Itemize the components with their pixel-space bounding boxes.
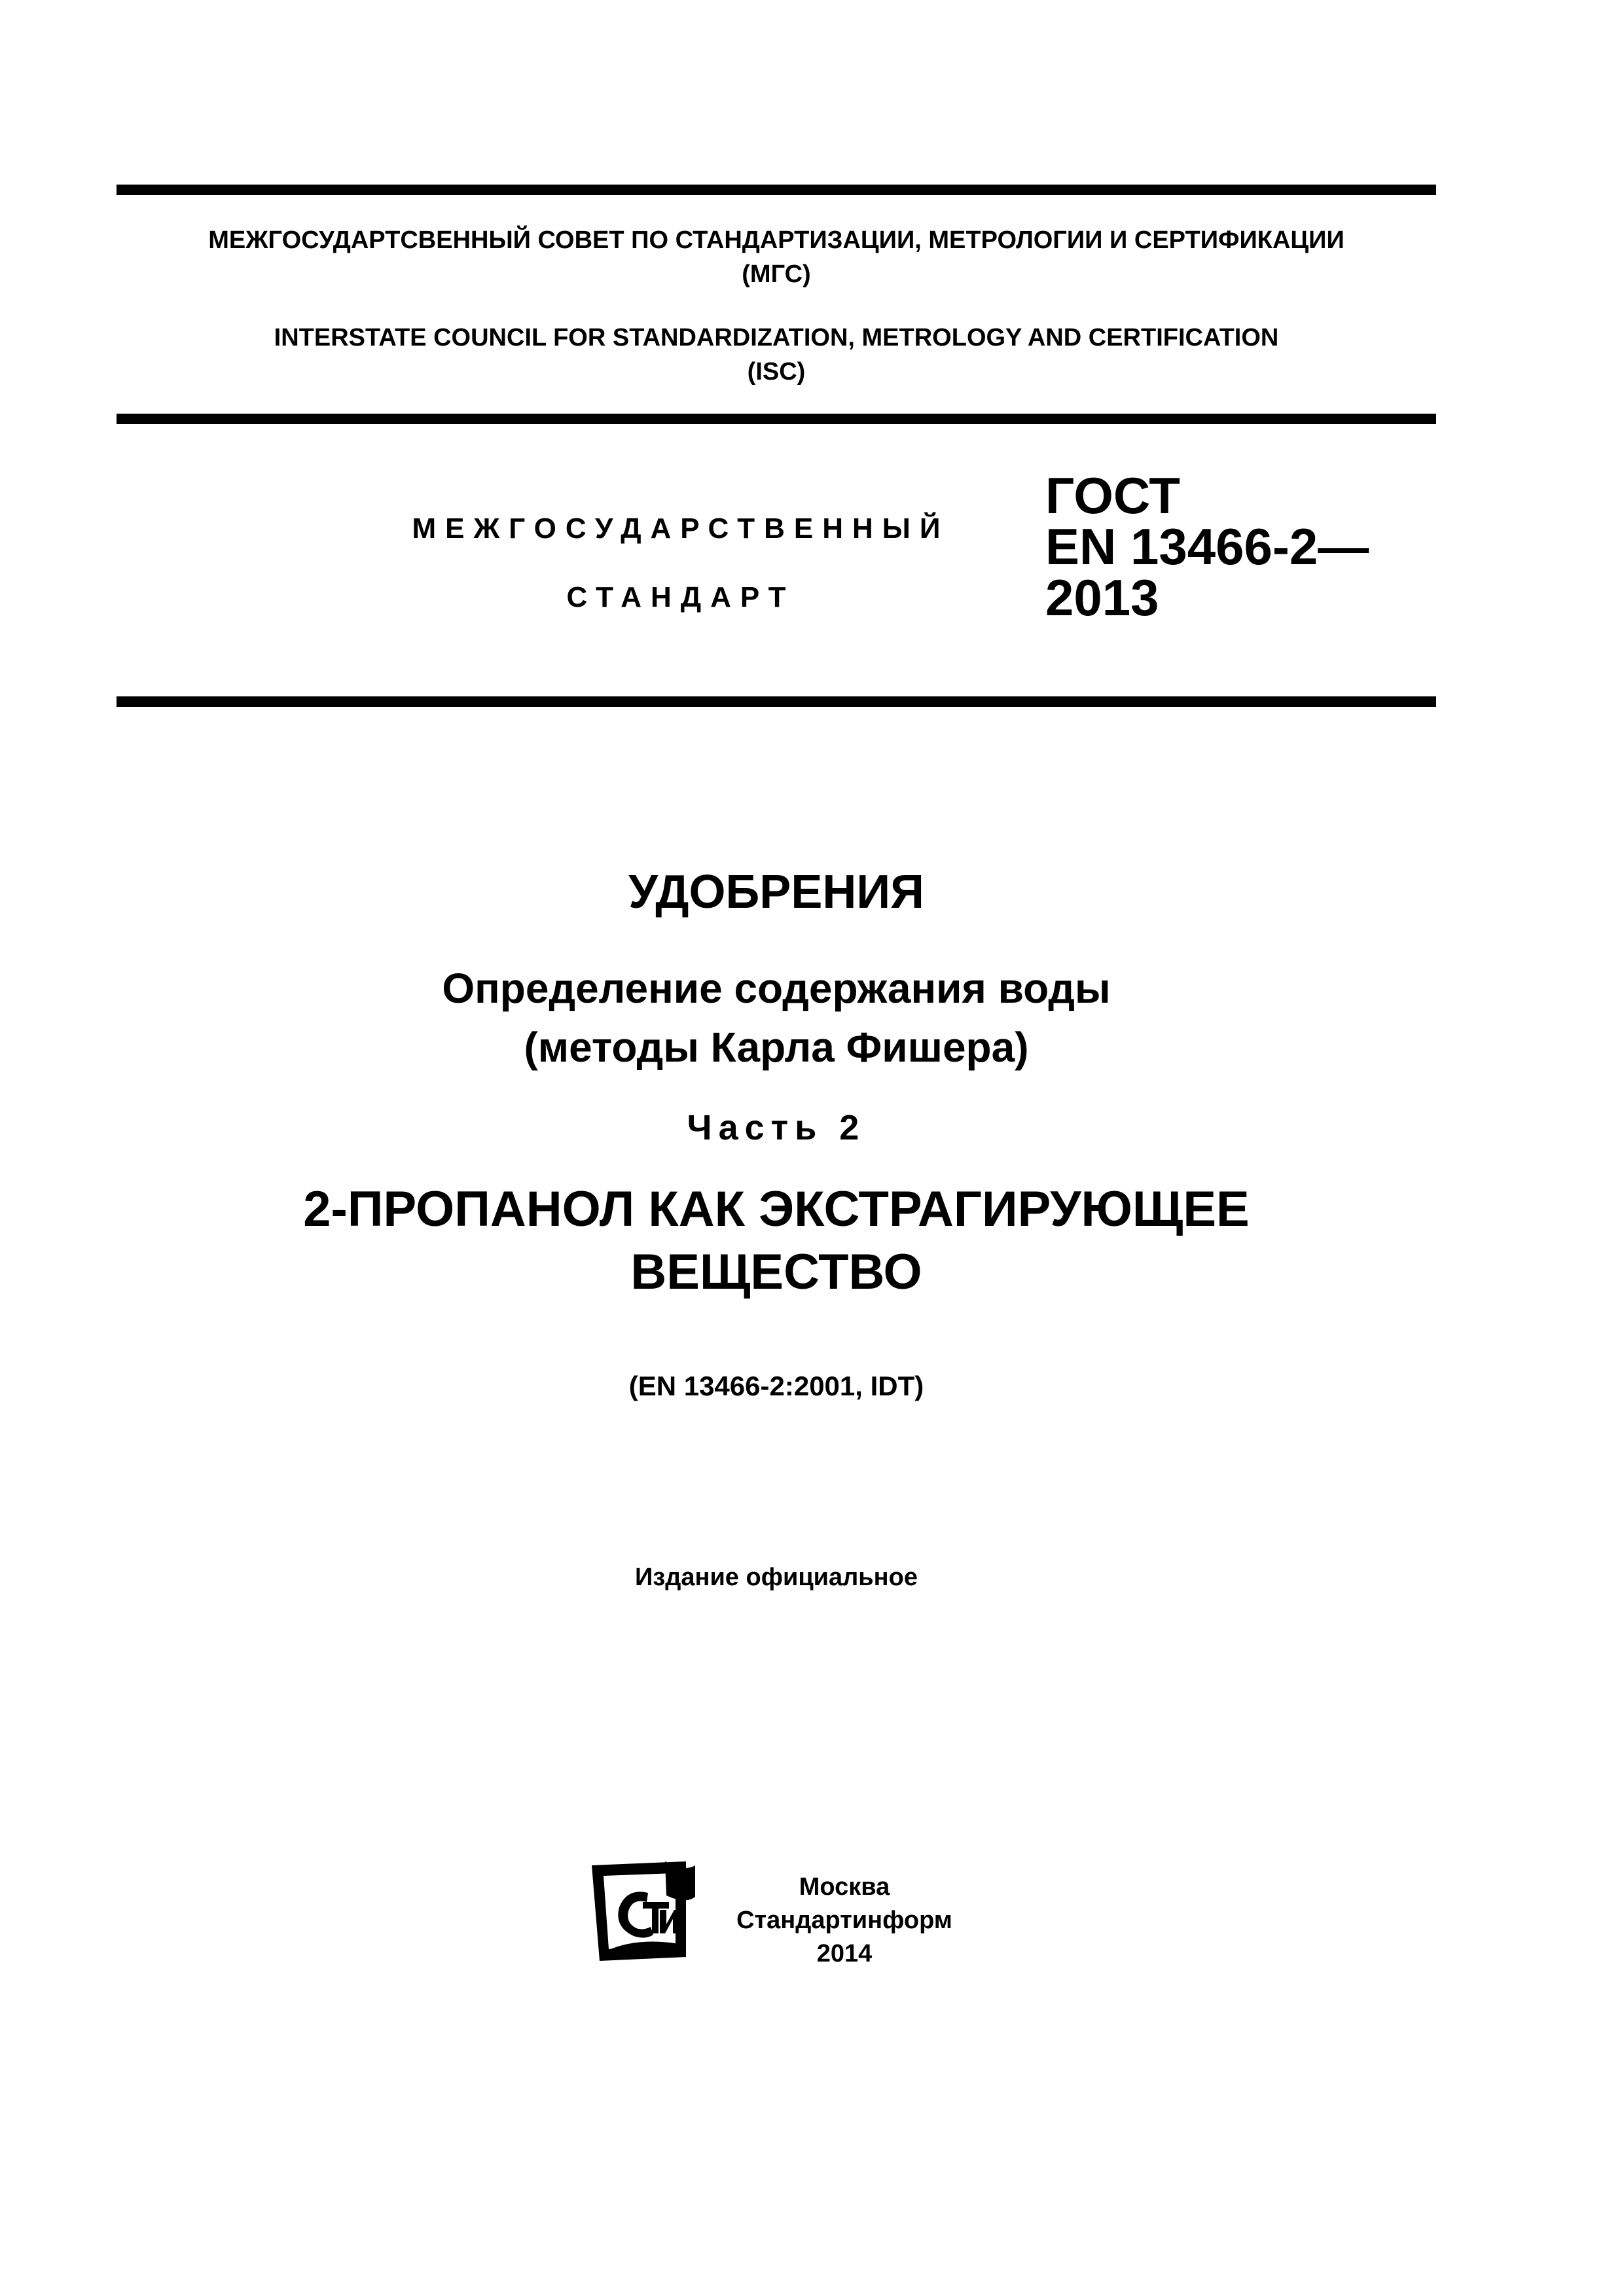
publisher-city: Москва <box>799 1873 890 1901</box>
document-title: УДОБРЕНИЯ <box>628 866 924 918</box>
subtitle-line2: (методы Карла Фишера) <box>524 1024 1029 1071</box>
part-title-line2: ВЕЩЕСТВО <box>630 1244 922 1300</box>
council-ru-abbr: (МГС) <box>742 260 811 288</box>
standartinform-logo-icon <box>588 1859 698 1965</box>
designation-line2: EN 13466-2— <box>1045 518 1369 575</box>
standard-type-line1: МЕЖГОСУДАРСТВЕННЫЙ <box>412 512 950 545</box>
council-en <box>117 321 1436 389</box>
subtitle-line1: Определение содержания воды <box>442 965 1111 1012</box>
reference-standard: (EN 13466-2:2001, IDT) <box>628 1371 924 1401</box>
edition-label: Издание официальное <box>635 1564 918 1591</box>
middle-rule <box>117 414 1436 424</box>
council-en-name: INTERSTATE COUNCIL FOR STANDARDIZATION, METROLOGY AND CERTIFICATION <box>274 324 1279 351</box>
publisher-year: 2014 <box>816 1940 873 1967</box>
designation-line3: 2013 <box>1045 569 1159 626</box>
standard-designation <box>1045 467 1369 626</box>
part-number: Часть 2 <box>687 1108 866 1147</box>
council-ru-name: МЕЖГОСУДАРТСВЕННЫЙ СОВЕТ ПО СТАНДАРТИЗАЦИИ, МЕТРОЛОГИИ И СЕРТИФИКАЦИИ <box>208 226 1344 254</box>
standard-type-line2: СТАНДАРТ <box>566 581 795 613</box>
part-title-line1: 2-ПРОПАНОЛ КАК ЭКСТРАГИРУЮЩЕЕ <box>303 1181 1250 1237</box>
publisher-block <box>700 1871 988 1971</box>
bottom-rule <box>117 696 1436 707</box>
council-en-abbr: (ISC) <box>747 358 806 386</box>
designation-line1: ГОСТ <box>1045 467 1180 524</box>
top-rule <box>117 185 1436 195</box>
standard-type-label <box>367 494 995 632</box>
part-title <box>117 1178 1436 1304</box>
document-subtitle <box>117 959 1436 1077</box>
council-ru <box>117 223 1436 291</box>
publisher-name: Стандартинформ <box>736 1907 952 1934</box>
